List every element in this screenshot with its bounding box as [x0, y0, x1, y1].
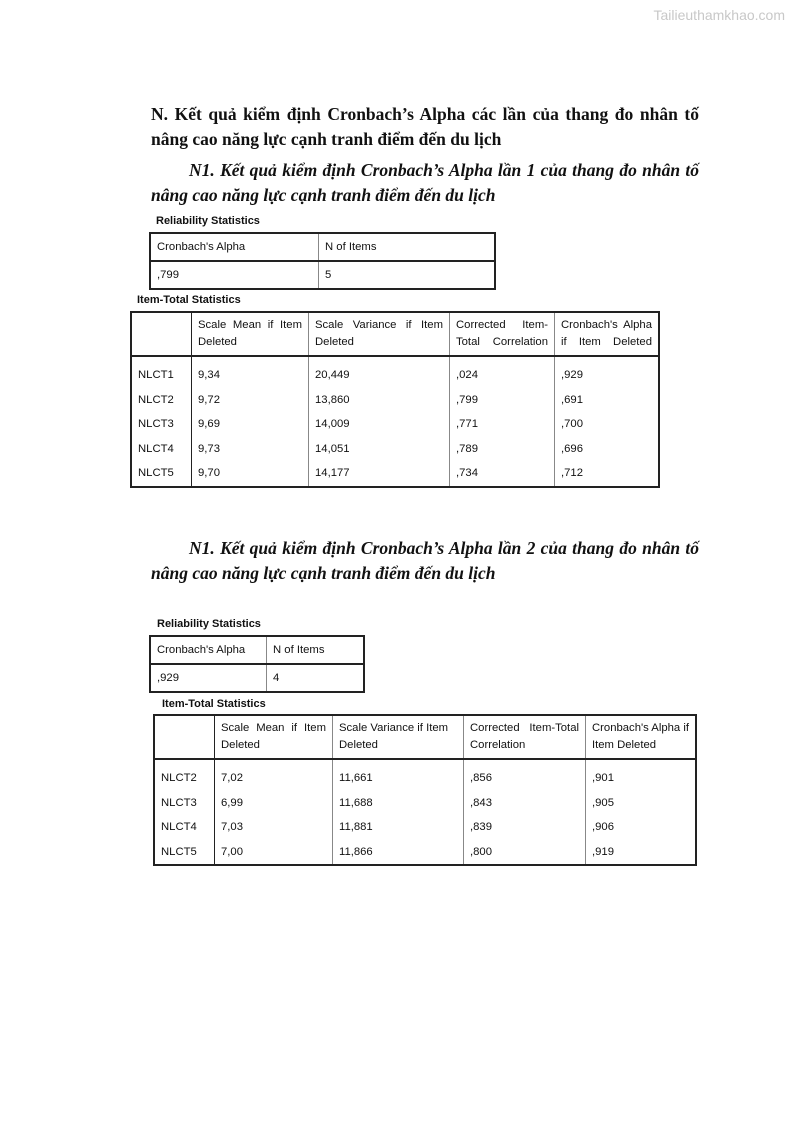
cell: ,799	[450, 388, 555, 413]
row-label: NLCT1	[131, 356, 192, 388]
cell: 14,177	[309, 461, 450, 487]
table-row	[131, 412, 659, 437]
cell: 9,73	[192, 437, 309, 462]
cell: ,901	[586, 759, 697, 791]
cell: ,696	[555, 437, 660, 462]
item-total-table-1	[130, 311, 660, 488]
row-label: NLCT3	[154, 791, 215, 816]
cell: ,700	[555, 412, 660, 437]
reliability-table-2	[149, 635, 365, 693]
alpha-value: ,929	[157, 672, 179, 684]
table-row	[154, 840, 696, 866]
row-label: NLCT4	[131, 437, 192, 462]
cell: ,919	[586, 840, 697, 866]
item-total-table-2	[153, 714, 697, 866]
cell: ,856	[464, 759, 586, 791]
cell: 11,661	[333, 759, 464, 791]
cell: ,905	[586, 791, 697, 816]
cell: 9,72	[192, 388, 309, 413]
row-label: NLCT2	[131, 388, 192, 413]
cell: 7,00	[215, 840, 333, 866]
cell: 20,449	[309, 356, 450, 388]
corner-cell	[131, 312, 192, 356]
row-label: NLCT5	[131, 461, 192, 487]
header-cell: Scale Mean if Item Deleted	[192, 312, 309, 356]
reliability-table-1	[149, 232, 496, 290]
row-label: NLCT3	[131, 412, 192, 437]
header-cell: N of Items	[319, 233, 496, 261]
cell: ,929	[555, 356, 660, 388]
header-cell: Scale Mean if Item Deleted	[215, 715, 333, 759]
cell: ,843	[464, 791, 586, 816]
table-row	[131, 356, 659, 388]
section-heading: N. Kết quả kiểm định Cronbach’s Alpha các lần của thang đo nhân tố nâng cao năng lực cạnh tranh điểm đến du lịch	[151, 104, 699, 149]
table-row	[154, 791, 696, 816]
table-row	[154, 815, 696, 840]
cell: 7,03	[215, 815, 333, 840]
cell: 6,99	[215, 791, 333, 816]
subheading-round-2: N1. Kết quả kiểm định Cronbach’s Alpha lần 2 của thang đo nhân tố nâng cao năng lực cạnh tranh điểm đến du lịch	[151, 538, 699, 583]
cell: 11,881	[333, 815, 464, 840]
row-label: NLCT5	[154, 840, 215, 866]
header-cell: Scale Variance if Item Deleted	[309, 312, 450, 356]
header-cell: Corrected Item-Total Correlation	[464, 715, 586, 759]
cell: 11,688	[333, 791, 464, 816]
header-cell: Cronbach's Alpha	[150, 233, 319, 261]
table-row	[154, 759, 696, 791]
table-row	[131, 461, 659, 487]
cell: ,789	[450, 437, 555, 462]
cell: ,839	[464, 815, 586, 840]
table-row	[131, 437, 659, 462]
header-cell: Corrected Item-Total Correlation	[450, 312, 555, 356]
cell: ,691	[555, 388, 660, 413]
reliability-caption-2: Reliability Statistics	[157, 618, 261, 630]
cell: ,906	[586, 815, 697, 840]
item-total-caption-2: Item-Total Statistics	[162, 698, 266, 710]
cell: 14,009	[309, 412, 450, 437]
cell: ,024	[450, 356, 555, 388]
cell: 14,051	[309, 437, 450, 462]
corner-cell	[154, 715, 215, 759]
header-cell: Scale Variance if Item Deleted	[333, 715, 464, 759]
cell: 7,02	[215, 759, 333, 791]
cell: ,771	[450, 412, 555, 437]
cell: ,712	[555, 461, 660, 487]
row-label: NLCT2	[154, 759, 215, 791]
header-cell: N of Items	[267, 636, 365, 664]
cell: 13,860	[309, 388, 450, 413]
cell: 9,69	[192, 412, 309, 437]
reliability-caption-1: Reliability Statistics	[156, 215, 260, 227]
n-items-value: 4	[267, 664, 365, 692]
cell: ,734	[450, 461, 555, 487]
header-cell: Cronbach's Alpha if Item Deleted	[555, 312, 660, 356]
header-cell: Cronbach's Alpha if Item Deleted	[586, 715, 697, 759]
cell: 9,34	[192, 356, 309, 388]
cell: 11,866	[333, 840, 464, 866]
table-row	[131, 388, 659, 413]
cell: ,800	[464, 840, 586, 866]
item-total-caption-1: Item-Total Statistics	[137, 294, 241, 306]
header-cell: Cronbach's Alpha	[150, 636, 267, 664]
subheading-round-1: N1. Kết quả kiểm định Cronbach’s Alpha lần 1 của thang đo nhân tố nâng cao năng lực cạnh tranh điểm đến du lịch	[151, 160, 699, 205]
watermark: Tailieuthamkhao.com	[653, 7, 785, 23]
row-label: NLCT4	[154, 815, 215, 840]
cell: 9,70	[192, 461, 309, 487]
alpha-value: ,799	[157, 269, 179, 281]
n-items-value: 5	[319, 261, 496, 289]
